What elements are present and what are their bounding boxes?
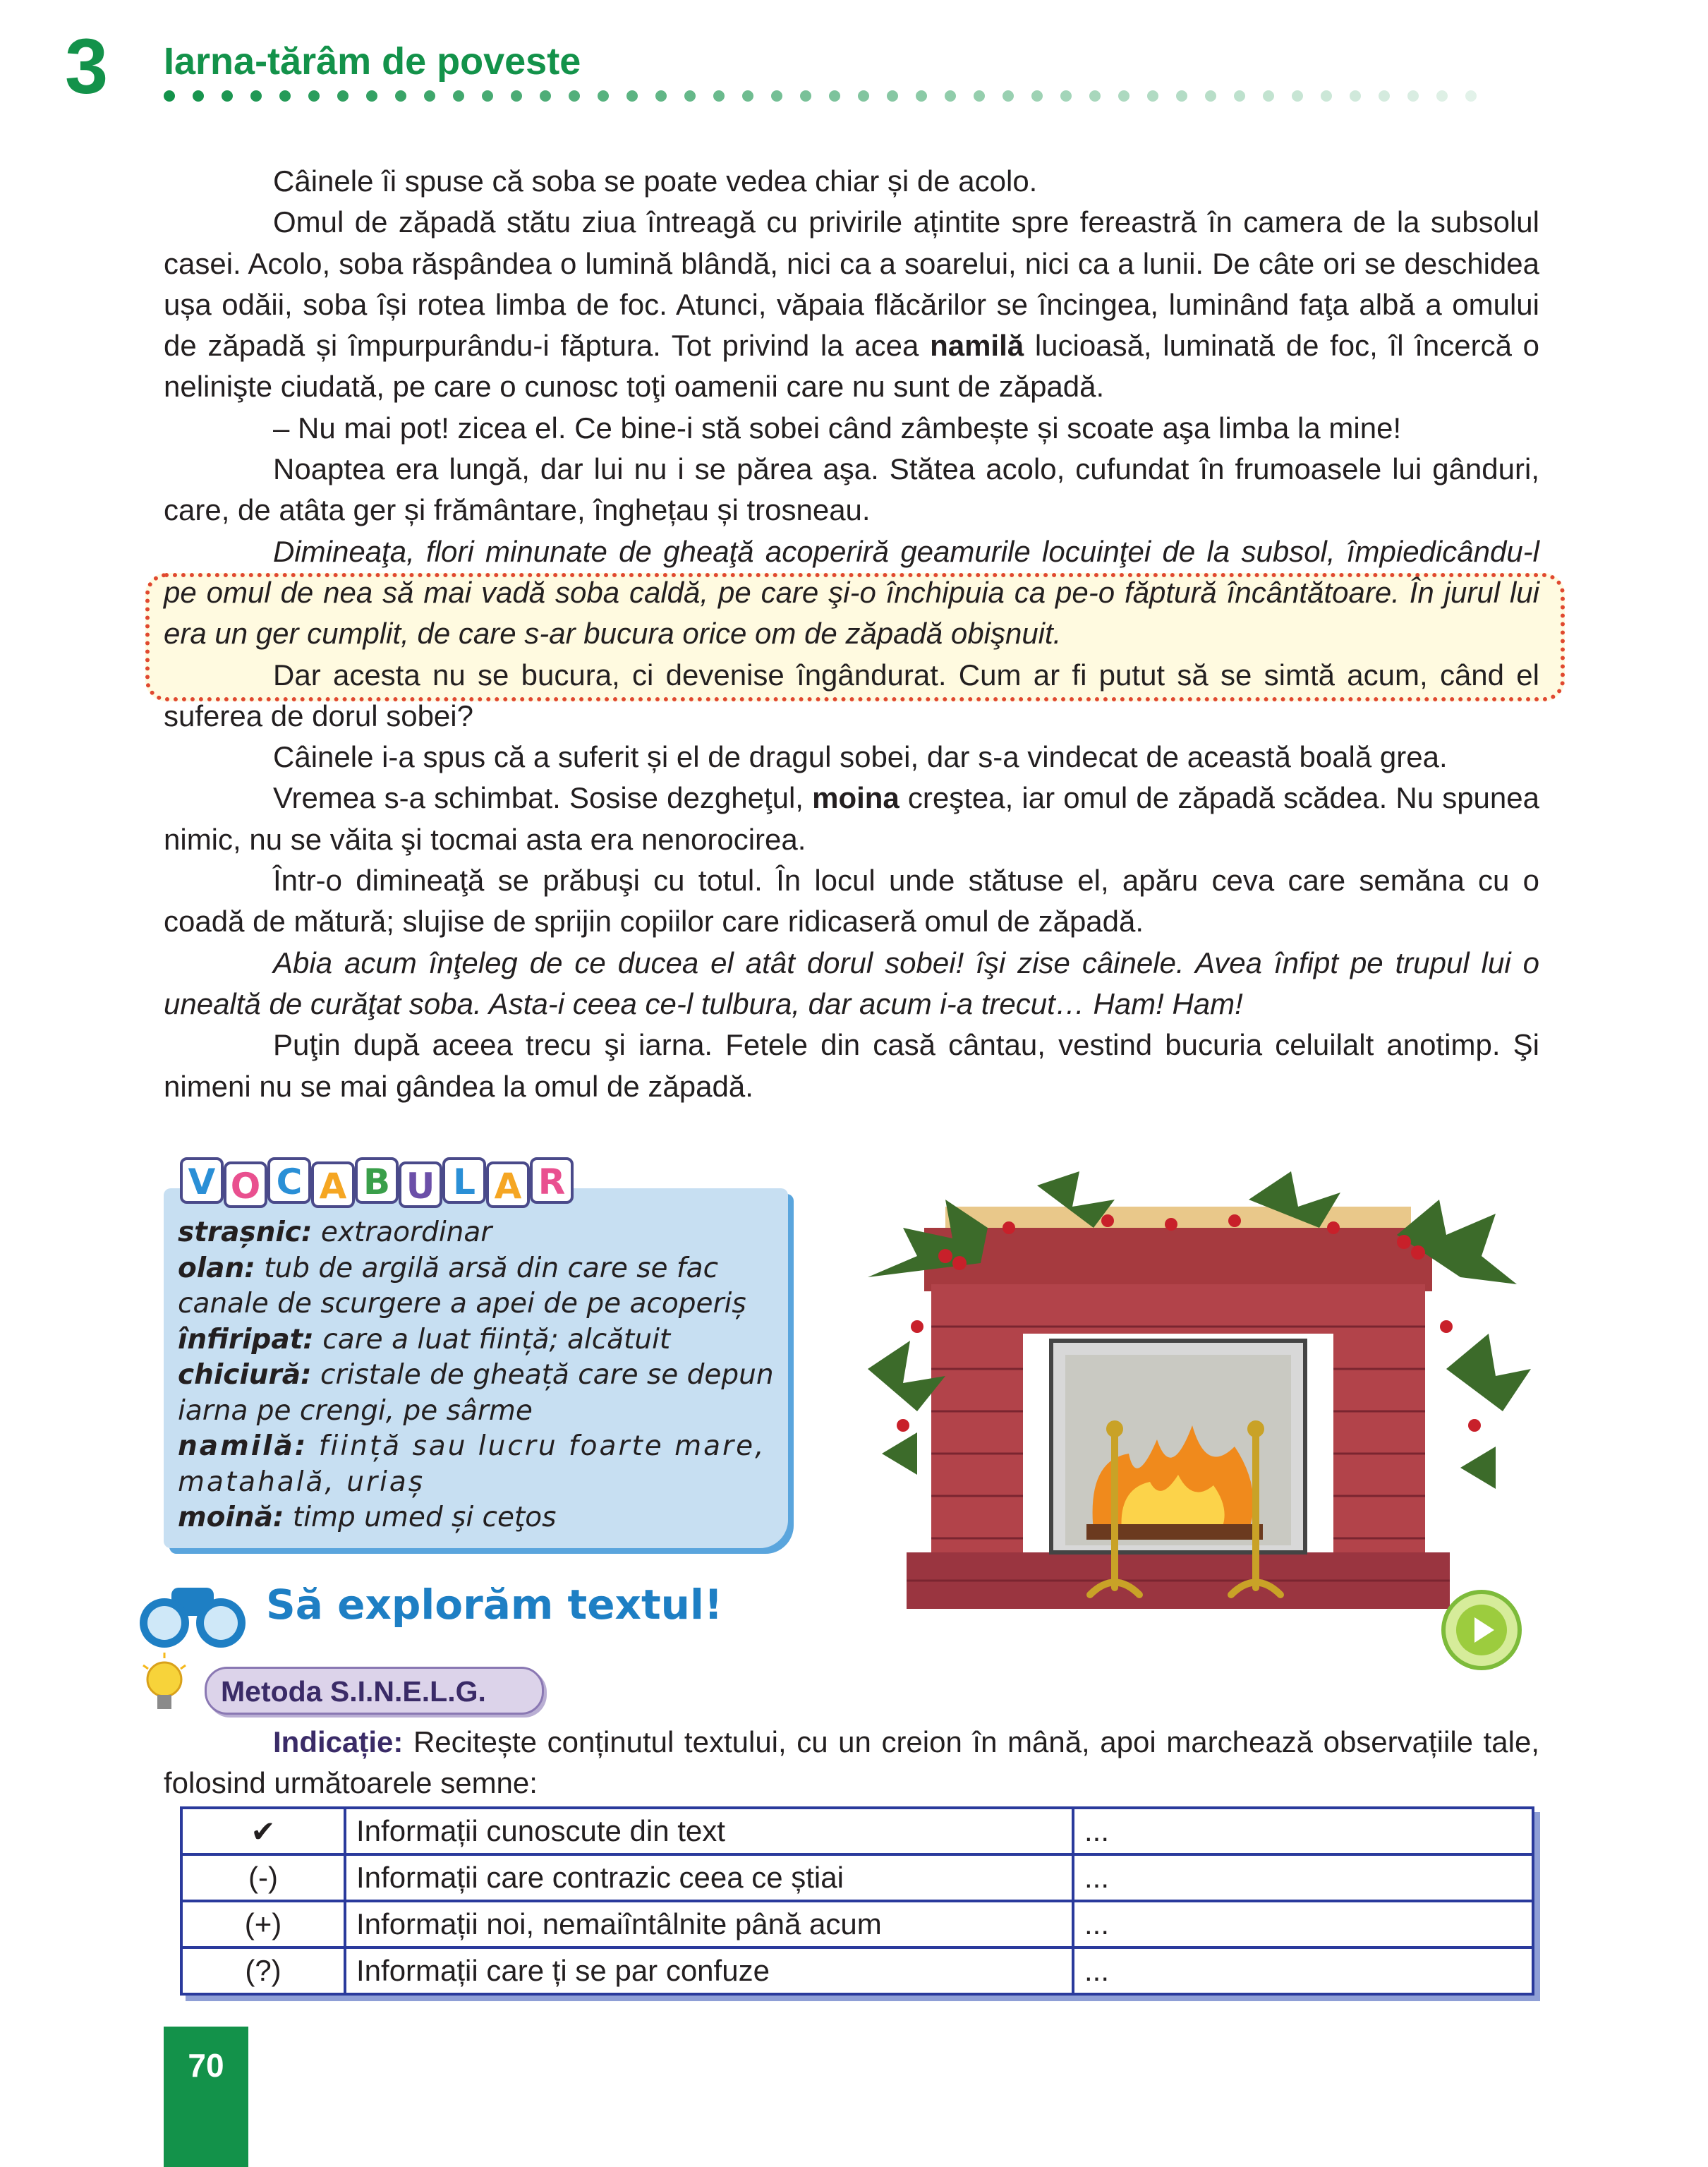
divider-dot (1379, 90, 1390, 102)
vocab-definition: extraordinar (312, 1217, 492, 1248)
info-cell: Informații noi, nemaiîntâlnite până acum (345, 1901, 1073, 1948)
vocabulary-title (180, 1154, 603, 1211)
divider-dot (1321, 90, 1332, 102)
divider-dot (1060, 90, 1072, 102)
vocab-entry (178, 1322, 777, 1358)
sinelg-table (180, 1806, 1534, 1996)
paragraph: Omul de zăpadă stătu ziua întreagă cu privirile ațintite spre fereastră în camera de la subsolul casei. Acolo, soba răspândea o lumină blândă, nici ca a soarelui, nici ca a lunii. De câte ori se deschidea ușa odăii, soba își rotea limba de foc. Atunci, văpaia flăcărilor se încingea, luminând faţa albă a omului de zăpadă și împurpurându-i făptura. Tot privind la acea namilă lucioasă, luminată de foc, îl încercă o nelinişte ciudată, pe care o cunosc toţi oamenii care nu sunt de zăpadă. (164, 205, 1540, 404)
symbol-cell: (?) (181, 1948, 345, 1994)
symbol-cell: ✔ (181, 1808, 345, 1854)
vocab-letter-block (531, 1159, 572, 1202)
divider-dot (193, 90, 204, 102)
answer-cell: ... (1073, 1948, 1533, 1994)
svg-text:A: A (494, 1166, 522, 1207)
table-row (181, 1901, 1533, 1948)
divider-dot (222, 90, 233, 102)
chapter-number: 3 (65, 23, 109, 110)
divider-dot (974, 90, 985, 102)
section-heading: Să explorăm textul! (266, 1581, 723, 1629)
divider-dot (1350, 90, 1361, 102)
divider-dot (1003, 90, 1014, 102)
divider-dot (945, 90, 956, 102)
info-cell: Informații care contrazic ceea ce știai (345, 1854, 1073, 1901)
vocab-letter-block (269, 1159, 310, 1202)
divider-dot (742, 90, 753, 102)
divider-dot (1118, 90, 1129, 102)
divider-dot (279, 90, 291, 102)
divider-dot (1147, 90, 1158, 102)
vocab-letter-block (225, 1163, 266, 1207)
divider-dot (308, 90, 320, 102)
vocab-entry (178, 1215, 777, 1251)
divider-dot (858, 90, 869, 102)
divider-dot (829, 90, 840, 102)
divider-dot (1234, 90, 1245, 102)
vocab-definition: tub de argilă arsă din care se fac canale de scurgere a apei de pe acoperiș (178, 1252, 746, 1320)
vocab-term: strașnic: (178, 1217, 313, 1248)
divider-dot (482, 90, 493, 102)
method-label: Metoda S.I.N.E.L.G. (221, 1675, 486, 1708)
symbol-cell: (+) (181, 1901, 345, 1948)
table-row (181, 1948, 1533, 1994)
divider-dot (453, 90, 464, 102)
divider-dot (1465, 90, 1477, 102)
binoculars-icon (133, 1574, 253, 1651)
answer-cell: ... (1073, 1901, 1533, 1948)
divider-dot (1263, 90, 1274, 102)
divider-dot (569, 90, 580, 102)
divider-dot (598, 90, 609, 102)
divider-dot (1176, 90, 1187, 102)
divider-dot (684, 90, 696, 102)
divider-dot (250, 90, 262, 102)
divider-dot (1407, 90, 1419, 102)
paragraph: Dar acesta nu se bucura, ci devenise îngândurat. Cum ar fi putut să se simtă acum, când el suferea de dorul sobei? (164, 658, 1539, 732)
vocab-entry (178, 1251, 777, 1322)
paragraph: Câinele îi spuse că soba se poate vedea chiar și de acolo. (273, 164, 1038, 198)
divider-dot (395, 90, 406, 102)
vocab-word: namilă (930, 329, 1024, 363)
vocab-entry (178, 1500, 777, 1536)
vocab-entry (178, 1429, 777, 1500)
answer-cell: ... (1073, 1854, 1533, 1901)
vocab-term: olan: (178, 1252, 255, 1284)
divider-dot (1292, 90, 1303, 102)
story-text (164, 161, 1539, 1107)
dialogue-line: – Nu mai pot! zicea el. Ce bine-i stă sobei când zâmbește și scoate aşa limba la mine! (273, 411, 1402, 445)
divider-dot (713, 90, 725, 102)
vocab-term: chiciură: (178, 1359, 312, 1391)
lightbulb-icon (140, 1651, 189, 1722)
divider-dot (511, 90, 522, 102)
answer-cell: ... (1073, 1808, 1533, 1854)
vocab-term: moină: (178, 1502, 284, 1533)
paragraph: Câinele i-a spus că a suferit și el de dragul sobei, dar s-a vindecat de această boală grea. (273, 740, 1448, 774)
divider-dot (626, 90, 638, 102)
divider-dot (916, 90, 927, 102)
instruction-label: Indicație: (273, 1725, 404, 1758)
instruction-text: Indicație: Recitește conținutul textului, cu un creion în mână, apoi marchează observațiile tale, folosind următoarele semne: (164, 1725, 1539, 1799)
vocab-entry (178, 1358, 777, 1429)
method-badge (205, 1667, 544, 1715)
paragraph: Vremea s-a schimbat. Sosise dezgheţul, moina creştea, iar omul de zăpadă scădea. Nu spunea nimic, nu se văita şi tocmai asta era nenorocirea. (164, 781, 1539, 856)
divider-dot (887, 90, 898, 102)
vocab-definition: care a luat ființă; alcătuit (313, 1323, 671, 1356)
vocab-letter-block (356, 1159, 397, 1202)
divider-dot (164, 90, 175, 102)
paragraph: Noaptea era lungă, dar lui nu i se părea aşa. Stătea acolo, cufundat în frumoasele lui gânduri, care, de atâta ger și frământare, înghețau și trosneau. (164, 452, 1539, 527)
paragraph: Abia acum înţeleg de ce ducea el atât dorul sobei! îşi zise câinele. Avea înfipt pe trupul lui o unealtă de curăţat soba. Asta-i ceea ce-l tulbura, dar acum i-a trecut… Ham! Ham! (164, 946, 1539, 1020)
vocab-letter-block (313, 1163, 353, 1207)
vocab-letter-block (444, 1159, 485, 1202)
vocab-letter-block (400, 1163, 441, 1207)
vocab-definition: timp umed și ceţos (284, 1502, 557, 1533)
vocab-word: moina (812, 781, 900, 815)
vocab-letter-block (181, 1159, 222, 1202)
info-cell: Informații cunoscute din text (345, 1808, 1073, 1854)
play-button[interactable] (1439, 1588, 1524, 1672)
divider-dot (655, 90, 667, 102)
symbol-cell: (-) (181, 1854, 345, 1901)
divider-dot (540, 90, 551, 102)
dotted-divider (164, 89, 1490, 103)
divider-dot (337, 90, 349, 102)
svg-text:B: B (363, 1161, 391, 1202)
svg-text:O: O (230, 1166, 261, 1207)
svg-text:A: A (319, 1166, 347, 1207)
vocab-term: namilă: (178, 1430, 308, 1462)
info-cell: Informații care ți se par confuze (345, 1948, 1073, 1994)
divider-dot (366, 90, 377, 102)
svg-text:U: U (406, 1166, 435, 1207)
svg-text:R: R (538, 1161, 566, 1202)
divider-dot (1436, 90, 1448, 102)
vocab-definition: cristale de gheață care se depun iarna pe crengi, pe sârme (178, 1359, 774, 1427)
paragraph: Într-o dimineaţă se prăbuşi cu totul. În locul unde stătuse el, apăru ceva care semăna cu o coadă de mătură; slujise de sprijin copiilor care ridicaseră omul de zăpadă. (164, 864, 1539, 938)
divider-dot (1089, 90, 1101, 102)
svg-text:V: V (188, 1161, 216, 1202)
table-row (181, 1808, 1533, 1854)
vocab-term: înfiripat: (178, 1323, 314, 1356)
vocab-definition: ființă sau lucru foarte mare, matahală, uriaș (178, 1430, 766, 1498)
table-row (181, 1854, 1533, 1901)
divider-dot (800, 90, 811, 102)
svg-text:C: C (276, 1161, 303, 1202)
vocab-letter-block (487, 1163, 528, 1207)
divider-dot (1031, 90, 1043, 102)
vocabulary-list (178, 1215, 777, 1536)
highlighted-paragraph: Dimineaţa, flori minunate de gheaţă acoperiră geamurile locuinţei de la subsol, împiedicându-l pe omul de nea să mai vadă soba caldă, pe care şi-o închipuia ca pe-o făptură încântătoare. În jurul lui era un ger cumplit, de care s-ar bucura orice om de zăpadă obişnuit. (164, 534, 1539, 651)
divider-dot (424, 90, 435, 102)
svg-text:L: L (453, 1161, 476, 1202)
divider-dot (1205, 90, 1216, 102)
paragraph: Puţin după aceea trecu şi iarna. Fetele din casă cântau, vestind bucuria celuilalt anotimp. Şi nimeni nu se mai gândea la omul de zăpadă. (164, 1028, 1539, 1103)
divider-dot (771, 90, 782, 102)
chapter-title: Iarna-tărâm de poveste (164, 40, 581, 83)
page-number: 70 (188, 2047, 224, 2084)
fireplace-illustration (840, 1157, 1545, 1630)
